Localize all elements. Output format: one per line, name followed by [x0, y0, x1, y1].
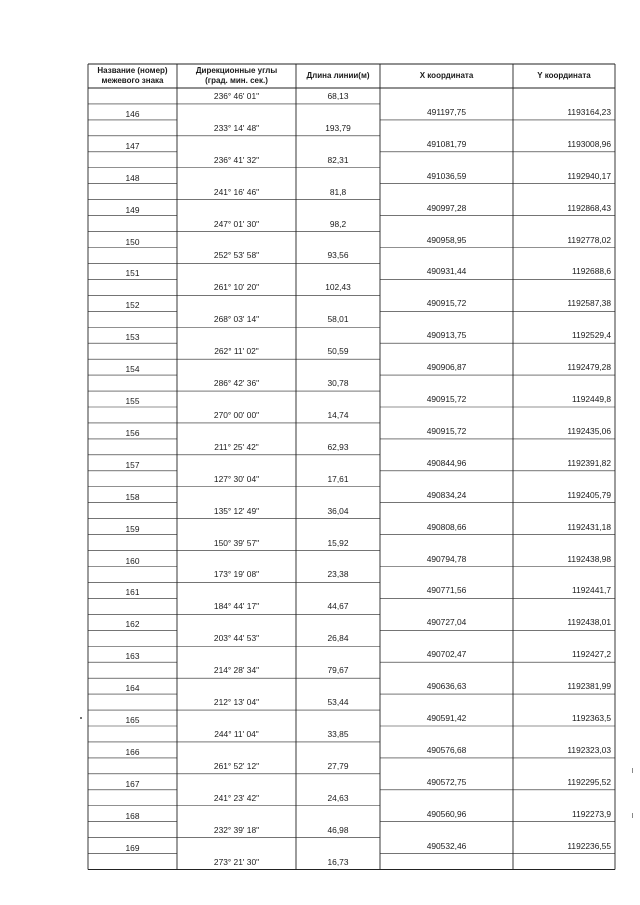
- x-coordinate: 490915,72: [426, 393, 467, 404]
- direction-angle: 236° 41' 32": [213, 154, 260, 165]
- column-header: Y координата: [537, 71, 591, 80]
- direction-angle: 236° 46' 01": [213, 90, 260, 101]
- y-coordinate: 1192868,43: [567, 202, 611, 213]
- direction-angle: 244° 11' 04": [214, 728, 259, 739]
- x-coordinate: 490560,96: [426, 808, 467, 819]
- y-coordinate: 1192449,8: [572, 393, 611, 404]
- boundary-mark-number: 168: [125, 810, 140, 821]
- x-coordinate: 490794,78: [426, 553, 467, 564]
- line-length: 82,31: [327, 154, 349, 165]
- line-length: 23,38: [327, 569, 349, 580]
- y-coordinate: 1192587,38: [567, 298, 611, 309]
- direction-angle: 212° 13' 04": [213, 696, 260, 707]
- scan-speck: [80, 717, 82, 719]
- direction-angle: 233° 14' 48": [213, 122, 260, 133]
- y-coordinate: 1192435,06: [567, 425, 611, 436]
- line-length: 102,43: [325, 282, 351, 293]
- x-coordinate: 490636,63: [426, 680, 467, 691]
- x-coordinate: 491081,79: [426, 138, 467, 149]
- line-length: 50,59: [327, 345, 349, 356]
- direction-angle: 203° 44' 53": [213, 633, 260, 644]
- x-coordinate: 490958,95: [426, 234, 467, 245]
- line-length: 30,78: [327, 377, 349, 388]
- boundary-mark-number: 167: [125, 778, 140, 789]
- boundary-mark-number: 150: [125, 236, 140, 247]
- x-coordinate: 490913,75: [426, 330, 467, 341]
- direction-angle: 247° 01' 30": [213, 218, 260, 229]
- y-coordinate: 1192940,17: [567, 170, 611, 181]
- boundary-mark-number: 147: [125, 140, 140, 151]
- boundary-mark-number: 161: [125, 587, 140, 598]
- x-coordinate: 490727,04: [426, 617, 467, 628]
- direction-angle: 211° 25' 42": [214, 441, 259, 452]
- direction-angle: 135° 12' 49": [213, 505, 260, 516]
- line-length: 79,67: [327, 664, 349, 675]
- direction-angle: 214° 28' 34": [213, 664, 260, 675]
- x-coordinate: 490808,66: [426, 521, 467, 532]
- line-length: 33,85: [327, 728, 349, 739]
- x-coordinate: 490834,24: [426, 489, 467, 500]
- boundary-mark-number: 153: [125, 332, 140, 343]
- direction-angle: 270° 00' 00": [213, 409, 260, 420]
- direction-angle: 241° 16' 46": [213, 186, 260, 197]
- x-coordinate: 491197,75: [427, 106, 466, 117]
- x-coordinate: 490915,72: [426, 425, 467, 436]
- boundary-mark-number: 162: [125, 619, 140, 630]
- direction-angle: 173° 19' 08": [213, 569, 260, 580]
- direction-angle: 232° 39' 18": [213, 824, 260, 835]
- x-coordinate: 490591,42: [426, 712, 467, 723]
- boundary-mark-number: 155: [125, 395, 140, 406]
- y-coordinate: 1192381,99: [567, 680, 611, 691]
- y-coordinate: 1192323,03: [567, 744, 611, 755]
- direction-angle: 252° 53' 58": [213, 250, 260, 261]
- y-coordinate: 1192391,82: [567, 457, 611, 468]
- line-length: 27,79: [327, 760, 349, 771]
- y-coordinate: 1192363,5: [572, 712, 611, 723]
- boundary-mark-number: 166: [125, 746, 140, 757]
- boundary-mark-number: 152: [125, 300, 140, 311]
- y-coordinate: 1192431,18: [567, 521, 611, 532]
- direction-angle: 184° 44' 17": [213, 601, 260, 612]
- x-coordinate: 490576,68: [426, 744, 467, 755]
- direction-angle: 286° 42' 36": [213, 377, 260, 388]
- boundary-mark-number: 165: [125, 714, 140, 725]
- boundary-mark-number: 149: [125, 204, 140, 215]
- line-length: 46,98: [327, 824, 349, 835]
- direction-angle: 241° 23' 42": [213, 792, 260, 803]
- x-coordinate: 491036,59: [426, 170, 467, 181]
- boundary-mark-number: 163: [125, 651, 140, 662]
- x-coordinate: 490906,87: [426, 361, 467, 372]
- x-coordinate: 490931,44: [426, 266, 467, 277]
- line-length: 26,84: [327, 633, 349, 644]
- x-coordinate: 490915,72: [426, 298, 467, 309]
- y-coordinate: 1192479,28: [567, 361, 611, 372]
- y-coordinate: 1192438,01: [567, 617, 611, 628]
- direction-angle: 150° 39' 57": [213, 537, 260, 548]
- x-coordinate: 490532,46: [426, 840, 467, 851]
- x-coordinate: 490572,75: [426, 776, 467, 787]
- column-header: Дирекционные углы (град. мин. сек.): [195, 66, 278, 85]
- line-length: 24,63: [327, 792, 349, 803]
- y-coordinate: 1192778,02: [567, 234, 611, 245]
- direction-angle: 262° 11' 02": [214, 345, 259, 356]
- column-header: Длина линии(м): [306, 71, 370, 80]
- line-length: 58,01: [327, 314, 349, 325]
- boundary-mark-number: 148: [125, 172, 140, 183]
- direction-angle: 127° 30' 04": [213, 473, 260, 484]
- line-length: 93,56: [327, 250, 349, 261]
- x-coordinate: 490844,96: [426, 457, 467, 468]
- line-length: 16,73: [327, 856, 349, 867]
- line-length: 81,8: [329, 186, 347, 197]
- line-length: 98,2: [329, 218, 347, 229]
- boundary-mark-number: 164: [125, 682, 140, 693]
- boundary-mark-number: 156: [125, 427, 140, 438]
- y-coordinate: 1192688,6: [572, 266, 611, 277]
- y-coordinate: 1192295,52: [567, 776, 611, 787]
- y-coordinate: 1193164,23: [567, 106, 611, 117]
- boundary-mark-number: 169: [125, 842, 140, 853]
- line-length: 36,04: [327, 505, 349, 516]
- boundary-mark-number: 159: [125, 523, 140, 534]
- y-coordinate: 1192529,4: [572, 330, 611, 341]
- direction-angle: 261° 10' 20": [213, 282, 260, 293]
- scan-speck: [632, 768, 633, 773]
- scan-speck: [632, 813, 633, 818]
- y-coordinate: 1192441,7: [572, 585, 611, 596]
- boundary-mark-number: 158: [125, 491, 140, 502]
- line-length: 14,74: [327, 409, 349, 420]
- y-coordinate: 1193008,96: [567, 138, 611, 149]
- direction-angle: 268° 03' 14": [213, 314, 260, 325]
- line-length: 17,61: [327, 473, 349, 484]
- line-length: 193,79: [325, 122, 351, 133]
- line-length: 62,93: [327, 441, 349, 452]
- boundary-mark-number: 154: [125, 363, 140, 374]
- line-length: 68,13: [327, 90, 349, 101]
- y-coordinate: 1192405,79: [567, 489, 611, 500]
- y-coordinate: 1192273,9: [572, 808, 611, 819]
- x-coordinate: 490702,47: [426, 649, 467, 660]
- y-coordinate: 1192438,98: [567, 553, 611, 564]
- x-coordinate: 490771,56: [426, 585, 467, 596]
- boundary-mark-number: 146: [125, 108, 140, 119]
- direction-angle: 273° 21' 30": [213, 856, 260, 867]
- line-length: 15,92: [327, 537, 349, 548]
- x-coordinate: 490997,28: [426, 202, 467, 213]
- boundary-mark-number: 157: [125, 459, 140, 470]
- direction-angle: 261° 52' 12": [213, 760, 260, 771]
- boundary-mark-number: 151: [125, 268, 140, 279]
- line-length: 53,44: [327, 696, 349, 707]
- column-header: X координата: [419, 71, 474, 80]
- column-header: Название (номер) межевого знака: [97, 66, 168, 85]
- y-coordinate: 1192236,55: [567, 840, 611, 851]
- boundary-mark-number: 160: [125, 555, 140, 566]
- y-coordinate: 1192427,2: [572, 649, 611, 660]
- line-length: 44,67: [327, 601, 349, 612]
